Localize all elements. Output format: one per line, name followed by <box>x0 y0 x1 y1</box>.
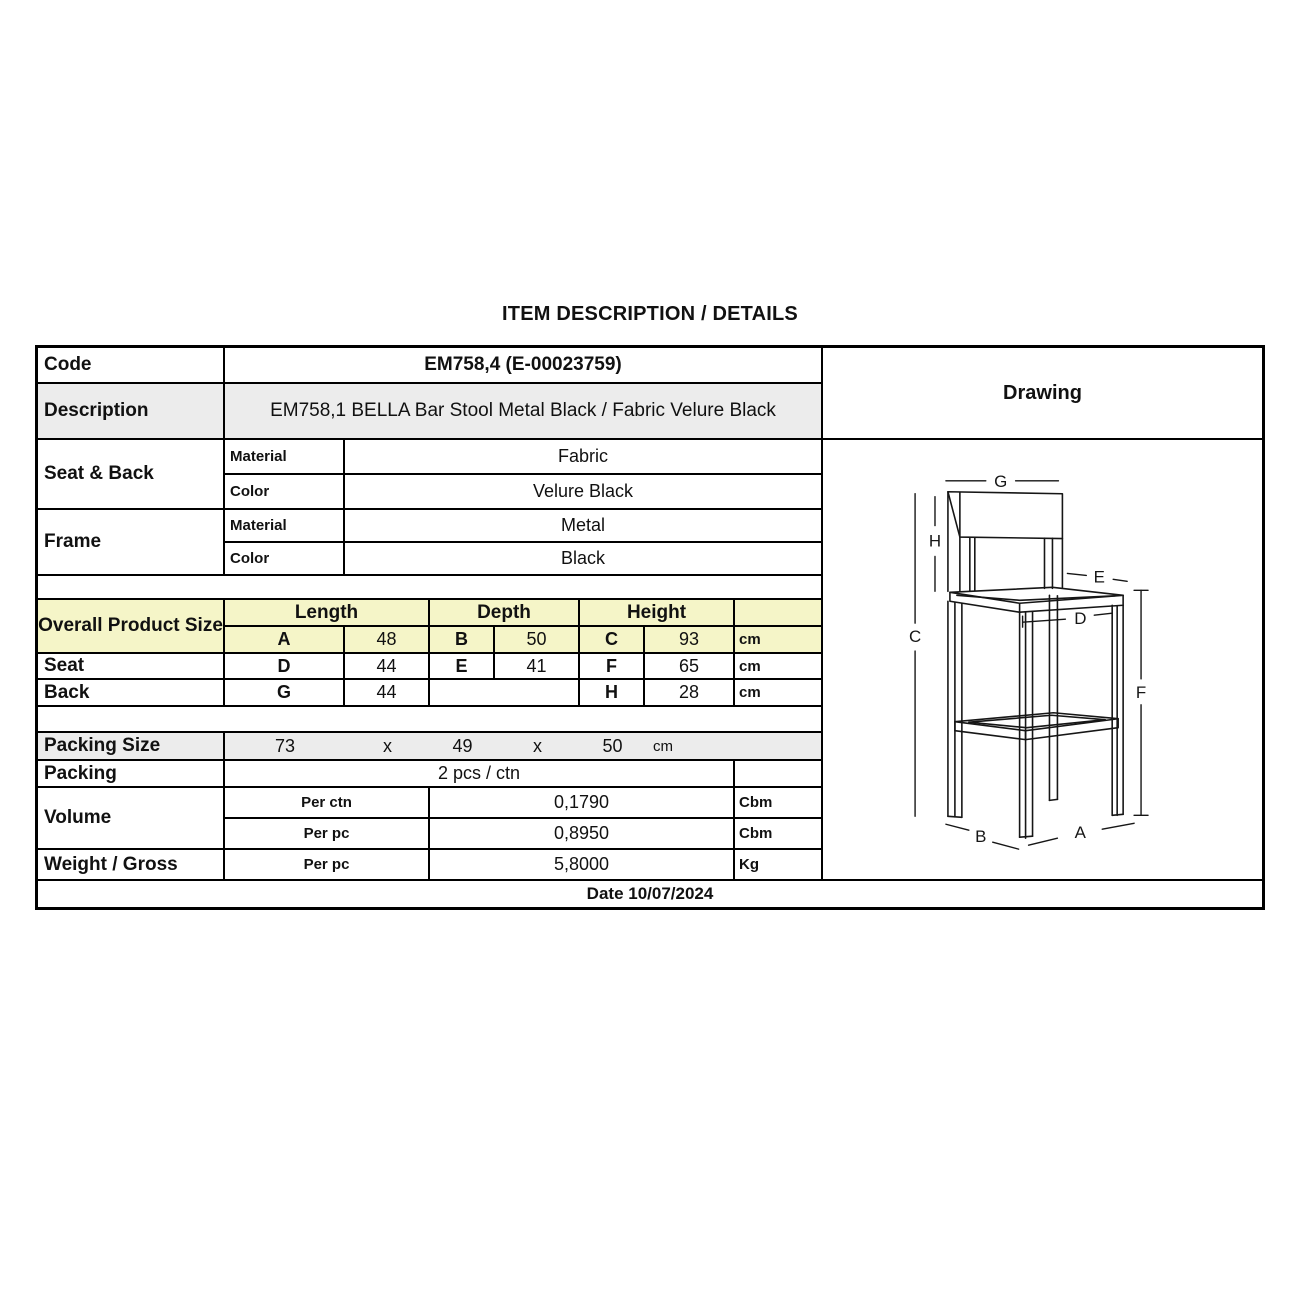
packing-size-dim1: 73 <box>274 735 296 756</box>
packing-label: Packing <box>38 761 225 788</box>
seat-back-color-label: Color <box>225 475 345 510</box>
drawing-header: Drawing <box>823 348 1262 440</box>
dim-label-a: A <box>1074 823 1086 843</box>
size-seat-value-f: 65 <box>645 654 735 680</box>
packing-value: 2 pcs / ctn <box>225 761 735 788</box>
seat-back-material-label: Material <box>225 440 345 475</box>
size-back-value-h: 28 <box>645 680 735 707</box>
frame-color-value: Black <box>345 543 823 576</box>
dim-label-g: G <box>994 471 1008 491</box>
description-row-label: Description <box>38 384 225 440</box>
volume-per-ctn-unit: Cbm <box>735 788 823 819</box>
size-back-unit: cm <box>735 680 823 707</box>
size-overall-letter-b: B <box>430 627 495 654</box>
volume-per-pc-unit: Cbm <box>735 819 823 850</box>
page-title: ITEM DESCRIPTION / DETAILS <box>502 303 798 325</box>
dim-label-f: F <box>1135 682 1147 702</box>
weight-per-label: Per pc <box>225 850 430 881</box>
description-value: EM758,1 BELLA Bar Stool Metal Black / Fabric Velure Black <box>225 384 823 440</box>
size-seat-label: Seat <box>38 654 225 680</box>
dim-label-h: H <box>928 531 942 551</box>
size-overall-letter-c: C <box>580 627 645 654</box>
size-seat-unit: cm <box>735 654 823 680</box>
seat-top <box>950 587 1123 603</box>
size-overall-value-b: 50 <box>495 627 580 654</box>
size-back-label: Back <box>38 680 225 707</box>
spacer-row-1 <box>38 576 823 600</box>
dimension-lines <box>915 481 1148 849</box>
backrest-panel <box>948 492 1062 539</box>
weight-unit: Kg <box>735 850 823 881</box>
frame-row-label: Frame <box>38 510 225 576</box>
packing-size-x1: x <box>383 735 392 756</box>
size-section-label: Overall Product Size <box>38 600 225 654</box>
size-overall-letter-a: A <box>225 627 345 654</box>
spec-grid <box>38 348 1262 907</box>
size-header-depth: Depth <box>430 600 580 627</box>
packing-size-value <box>225 733 823 761</box>
volume-per-ctn-value: 0,1790 <box>430 788 735 819</box>
spec-table <box>35 345 1265 910</box>
dim-label-e: E <box>1093 567 1105 587</box>
dim-label-d: D <box>1074 609 1087 629</box>
stool-drawing <box>823 440 1262 879</box>
frame-material-value: Metal <box>345 510 823 543</box>
size-overall-value-a: 48 <box>345 627 430 654</box>
size-header-length: Length <box>225 600 430 627</box>
size-seat-letter-d: D <box>225 654 345 680</box>
volume-per-ctn-label: Per ctn <box>225 788 430 819</box>
volume-per-pc-value: 0,8950 <box>430 819 735 850</box>
size-unit-header-empty <box>735 600 823 627</box>
code-value: EM758,4 (E-00023759) <box>225 348 823 384</box>
size-seat-letter-f: F <box>580 654 645 680</box>
dim-label-b: B <box>975 827 987 847</box>
date-row: Date 10/07/2024 <box>38 881 1262 907</box>
weight-label: Weight / Gross <box>38 850 225 881</box>
drawing-area <box>823 440 1262 881</box>
packing-size-label: Packing Size <box>38 733 225 761</box>
packing-size-unit: cm <box>653 737 673 755</box>
dim-label-c: C <box>908 627 922 647</box>
frame-color-label: Color <box>225 543 345 576</box>
volume-label: Volume <box>38 788 225 850</box>
code-row-label: Code <box>38 348 225 384</box>
size-back-letter-h: H <box>580 680 645 707</box>
seat-back-color-value: Velure Black <box>345 475 823 510</box>
spacer-row-2 <box>38 707 823 733</box>
packing-size-dim3: 50 <box>602 735 623 756</box>
packing-unit-empty <box>735 761 823 788</box>
size-back-empty <box>430 680 580 707</box>
size-back-letter-g: G <box>225 680 345 707</box>
size-header-height: Height <box>580 600 735 627</box>
size-overall-value-c: 93 <box>645 627 735 654</box>
packing-size-dim2: 49 <box>452 735 473 756</box>
frame-material-label: Material <box>225 510 345 543</box>
seat-back-material-value: Fabric <box>345 440 823 475</box>
packing-size-x2: x <box>533 735 542 756</box>
seat-back-row-label: Seat & Back <box>38 440 225 510</box>
size-overall-unit: cm <box>735 627 823 654</box>
weight-value: 5,8000 <box>430 850 735 881</box>
volume-per-pc-label: Per pc <box>225 819 430 850</box>
size-seat-value-d: 44 <box>345 654 430 680</box>
size-seat-value-e: 41 <box>495 654 580 680</box>
size-back-value-g: 44 <box>345 680 430 707</box>
size-seat-letter-e: E <box>430 654 495 680</box>
